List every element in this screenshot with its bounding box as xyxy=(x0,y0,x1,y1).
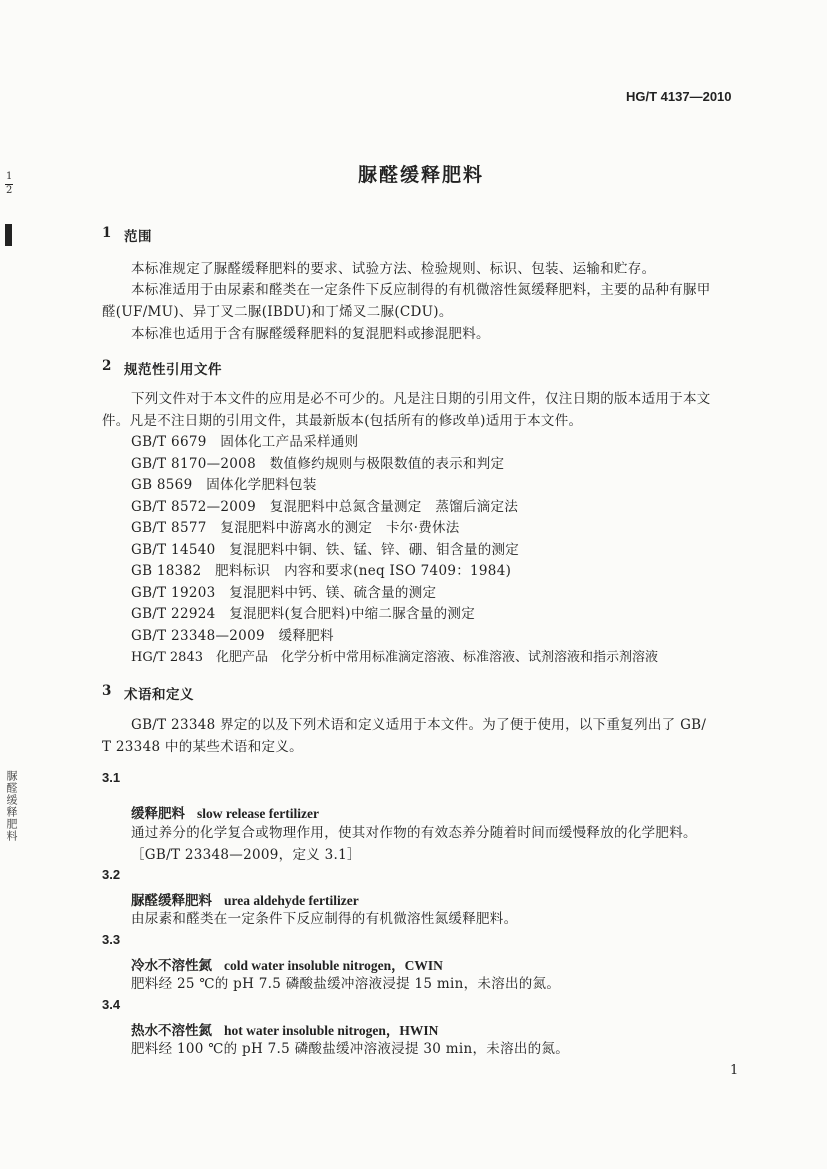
section-2-heading: 规范性引用文件 xyxy=(124,362,222,378)
section-1-heading: 范围 xyxy=(124,229,152,245)
terms-intro-b: T 23348 中的某些术语和定义。 xyxy=(102,739,303,755)
margin-fraction-denominator: 2 xyxy=(6,185,13,196)
term-3-4 xyxy=(131,1019,438,1039)
section-1-number: 1 xyxy=(102,225,112,241)
term-3-2 xyxy=(131,889,359,909)
term-3-2-definition: 由尿素和醛类在一定条件下反应制得的有机微溶性氮缓释肥料。 xyxy=(131,911,518,927)
term-3-2-en: urea aldehyde fertilizer xyxy=(224,893,359,908)
term-3-1-source: ［GB/T 23348—2009，定义 3.1］ xyxy=(131,847,361,863)
page-number: 1 xyxy=(730,1063,739,1078)
margin-binding-mark xyxy=(5,224,12,246)
term-3-1-definition: 通过养分的化学复合或物理作用，使其对作物的有效态养分随着时间而缓慢释放的化学肥料。 xyxy=(131,825,697,841)
refs-intro-a: 下列文件对于本文件的应用是必不可少的。凡是注日期的引用文件，仅注日期的版本适用于本文 xyxy=(131,391,711,407)
ref-item: GB/T 8572—2009 复混肥料中总氮含量测定 蒸馏后滴定法 xyxy=(131,499,519,515)
term-3-4-en: hot water insoluble nitrogen，HWIN xyxy=(224,1023,439,1038)
ref-item: GB/T 22924 复混肥料(复合肥料)中缩二脲含量的测定 xyxy=(131,606,476,622)
term-3-2-code: 3.2 xyxy=(102,867,121,882)
term-3-2-cn: 脲醛缓释肥料 xyxy=(131,893,212,909)
ref-item: GB/T 23348—2009 缓释肥料 xyxy=(131,628,334,644)
margin-fraction-numerator: 1 xyxy=(6,171,13,182)
ref-item: GB 8569 固体化学肥料包装 xyxy=(131,477,317,493)
section-3-number: 3 xyxy=(102,683,112,699)
page-title: 脲醛缓释肥料 xyxy=(358,164,485,186)
term-3-3-definition: 肥料经 25 ℃的 pH 7.5 磷酸盐缓冲溶液浸提 15 min，未溶出的氮。 xyxy=(131,976,561,992)
term-3-4-cn: 热水不溶性氮 xyxy=(131,1023,212,1039)
term-3-4-code: 3.4 xyxy=(102,997,121,1012)
term-3-1-cn: 缓释肥料 xyxy=(131,806,185,822)
ref-item: HG/T 2843 化肥产品 化学分析中常用标准滴定溶液、标准溶液、试剂溶液和指示剂溶液 xyxy=(131,650,658,665)
ref-item: GB/T 8577 复混肥料中游离水的测定 卡尔·费休法 xyxy=(131,520,460,536)
ref-item: GB/T 19203 复混肥料中钙、镁、硫含量的测定 xyxy=(131,585,437,601)
standard-number: HG/T 4137—2010 xyxy=(626,89,732,104)
scope-paragraph-1: 本标准规定了脲醛缓释肥料的要求、试验方法、检验规则、标识、包装、运输和贮存。 xyxy=(131,261,656,277)
term-3-4-definition: 肥料经 100 ℃的 pH 7.5 磷酸盐缓冲溶液浸提 30 min，未溶出的氮。 xyxy=(131,1041,570,1057)
scope-paragraph-3: 本标准也适用于含有脲醛缓释肥料的复混肥料或掺混肥料。 xyxy=(131,326,490,342)
term-3-1 xyxy=(131,802,319,822)
term-3-1-code: 3.1 xyxy=(102,770,121,785)
ref-item: GB/T 8170—2008 数值修约规则与极限数值的表示和判定 xyxy=(131,456,505,472)
refs-intro-b: 件。凡是不注日期的引用文件，其最新版本(包括所有的修改单)适用于本文件。 xyxy=(102,413,583,429)
scope-paragraph-2b: 醛(UF/MU)、异丁叉二脲(IBDU)和丁烯叉二脲(CDU)。 xyxy=(102,304,453,320)
ref-item: GB/T 14540 复混肥料中铜、铁、锰、锌、硼、钼含量的测定 xyxy=(131,542,520,558)
term-3-3 xyxy=(131,954,443,974)
term-3-1-en: slow release fertilizer xyxy=(197,806,319,821)
scope-paragraph-2a: 本标准适用于由尿素和醛类在一定条件下反应制得的有机微溶性氮缓释肥料，主要的品种有脲甲 xyxy=(131,282,711,298)
ref-item: GB 18382 肥料标识 内容和要求(neq ISO 7409：1984) xyxy=(131,563,512,579)
section-3-heading: 术语和定义 xyxy=(124,687,194,703)
margin-spine-text: 脲醛缓释肥料 xyxy=(5,770,18,842)
term-3-3-en: cold water insoluble nitrogen，CWIN xyxy=(224,958,443,973)
terms-intro-a: GB/T 23348 界定的以及下列术语和定义适用于本文件。为了便于使用，以下重复列出了 GB/ xyxy=(131,717,707,733)
ref-item: GB/T 6679 固体化工产品采样通则 xyxy=(131,434,359,450)
section-2-number: 2 xyxy=(102,358,112,374)
term-3-3-code: 3.3 xyxy=(102,932,121,947)
term-3-3-cn: 冷水不溶性氮 xyxy=(131,958,212,974)
